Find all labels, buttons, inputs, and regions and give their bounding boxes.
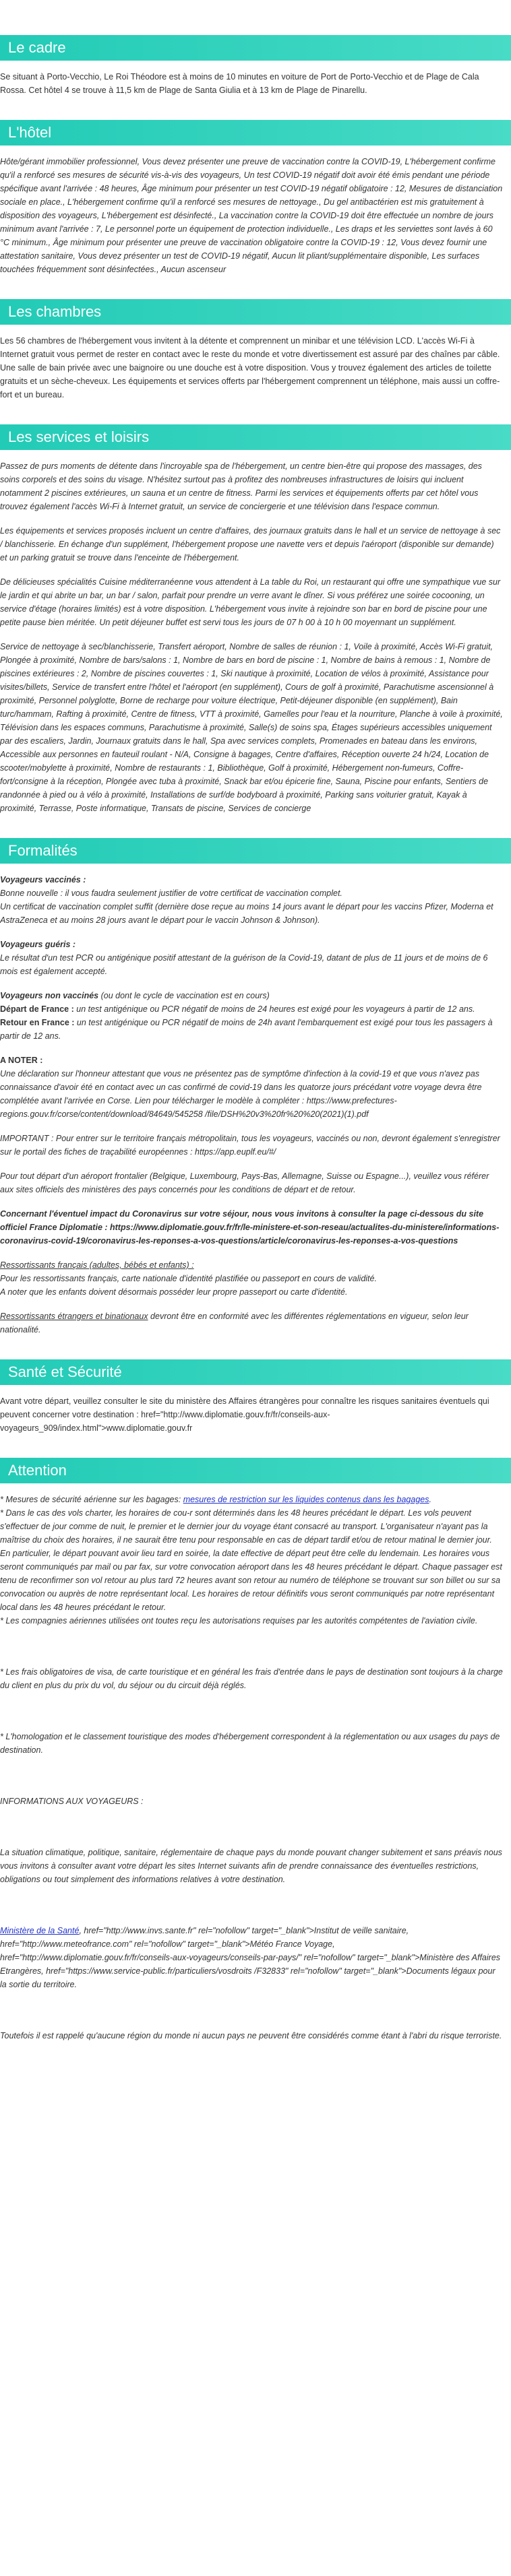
outside-airport-text: Pour tout départ d'un aéroport frontalier (Belgique, Luxembourg, Pays-Bas, Allemagne, Suisse ou Espagne...), veuillez vous référer aux sites officiels des ministères des pays concernés pour les conditions de départ et de retour.: [0, 1171, 489, 1194]
attention-paragraph-3: * L'homologation et le classement touristique des modes d'hébergement correspondent à la réglementation ou aux usages du pays de destination.: [0, 1732, 500, 1755]
attention-paragraph-1: [0, 1493, 503, 1628]
liquids-restriction-link[interactable]: mesures de restriction sur les liquides contenus dans les bagages: [183, 1495, 429, 1504]
hotel-text: [0, 155, 511, 276]
hotel-paragraph: Hôte/gérant immobilier professionnel, Vous devez présenter une preuve de vaccination contre la COVID-19, L'hébergement confirme qu'il a renforcé ses mesures de sécurité vis-à-vis des voyageurs, Un test COVID-19 négatif doit avoir été émis pendant une période spécifique avant l'arrivée : 48 heures, Âge minimum pour présenter un test COVID-19 négatif obligatoire : 12, Mesures de distanciation sociale en place., L'hébergement confirme qu'il a renforcé ses mesures de nettoyage., Du gel antibactérien est mis gratuitement à disposition des voyageurs, L'hébergement est désinfecté., La vaccination contre la COVID-19 doit être effectuée un nombre de jours minimum avant l'arrivée : 7, Le personnel porte un équipement de protection individuelle., Les draps et les serviettes sont lavés à 60 °C minimum., Âge minimum pour présenter une preuve de vaccination obligatoire contre la COVID-19 : 12, Vous devez fournir une attestation sanitaire, Vous devez présenter un test de COVID-19 négatif, Aucun lit pliant/supplémentaire disponible, Les surfaces touchées fréquemment sont désinfectées., Aucun ascenseur: [0, 157, 503, 274]
services-paragraph-4: Service de nettoyage à sec/blanchisserie, Transfert aéroport, Nombre de salles de réunion : 1, Voile à proximité, Accès Wi-Fi gratuit, Plongée à proximité, Nombre de bars/salons : 1, Nombre de bars en bord de piscine : 1, Nombre de bains à remous : 1, Nombre de piscines extérieures : 2, Nombre de piscines couvertes : 1, Ski nautique à proximité, Location de vélos à proximité, Assistance pour visites/billets, Service de transfert entre l'hôtel et l'aéroport (en supplément), Cours de golf à proximité, Parachutisme ascensionnel à proximité, Personnel polyglotte, Borne de recharge pour voiture électrique, Petit-déjeuner disponible (en supplément), Bain turc/hammam, Rafting à proximité, Centre de fitness, VTT à proximité, Gamelles pour l'eau et la nourriture, Planche à voile à proximité, Télévision dans les espaces communs, Parachutisme à proximité, Salle(s) de soins spa, Étages supérieurs accessibles uniquement par des escaliers, Jardin, Journaux gratuits dans le hall, Spa avec services complets, Promenades en bateau dans les environs, Accessible aux personnes en fauteuil roulant - N/A, Consigne à bagages, Centre d'affaires, Réception ouverte 24 h/24, Location de scooter/mobylette à proximité, Nombre de restaurants : 1, Bibliothèque, Golf à proximité, Hébergement non-fumeurs, Coffre-fort/consigne à la réception, Plongée avec tuba à proximité, Snack bar et/ou épicerie fine, Sauna, Piscine pour enfants, Sentiers de randonnée à pied ou à vélo à proximité, Installations de surf/de bodyboard à proximité, Parking sans voiturier gratuit, Kayak à proximité, Terrasse, Poste informatique, Transats de piscine, Services de concierge: [0, 642, 503, 813]
cured-block: [0, 938, 503, 978]
retour-label: Retour en France :: [0, 1018, 75, 1027]
security-prefix: * Mesures de sécurité aérienne sur les bagages:: [0, 1495, 183, 1504]
spacer: [0, 1768, 503, 1795]
cured-title: Voyageurs guéris :: [0, 940, 76, 949]
depart-label: Départ de France :: [0, 1004, 74, 1014]
cadre-paragraph: Se situant à Porto-Vecchio, Le Roi Théodore est à moins de 10 minutes en voiture de Port de Porto-Vecchio et de Plage de Cala Rossa. Cet hôtel 4 se trouve à 11,5 km de Plage de Santa Giulia et à 13 km de Plage de Pinarellu.: [0, 72, 479, 95]
info-title: INFORMATIONS AUX VOYAGEURS :: [0, 1797, 144, 1806]
foreign-nationals-block: [0, 1310, 503, 1337]
charter-flights-text: * Dans le cas des vols charter, les horaires de cou-r sont déterminés dans les 48 heures précédant le départ. Les vols peuvent s'effectuer de jour comme de nuit, le premier et le dernier jour du voyage étant consacré au transport. L'organisateur n'ayant pas la maîtrise du choix des horaires, il ne saurait être tenu pour responsable en cas de départ tardif et/ou de retour matinal le dernier jour. En particulier, le départ pouvant avoir lieu tard en soirée, la date effective de départ peut être celle du lendemain. Les horaires vous seront communiqués par mail ou par fax, sur votre convocation aéroport dans les 48 heures précédant le départ. Chaque passager est tenu de reconfirmer son vol retour au plus tard 72 heures avant son retour au numéro de téléphone se trouvant sur son billet ou sur sa convocation ou auprès de notre représentant local. Les horaires de retour définitifs vous seront communiqués par notre représentant local dans les 48 heures précédant le retour.: [0, 1508, 502, 1612]
links-block: [0, 1924, 503, 1991]
spacer: [0, 2002, 503, 2029]
spacer: [0, 1897, 503, 1924]
spacer: [0, 1638, 503, 1665]
section-title-sante: Santé et Sécurité: [0, 1359, 511, 1385]
services-text: [0, 459, 511, 815]
cadre-text: [0, 70, 511, 97]
vaccinated-line-2: Un certificat de vaccination complet suffit (dernière dose reçue au moins 14 jours avant le départ pour les vaccins Pfizer, Moderna et AstraZeneca et au moins 28 jours avant le départ pour le vaccin Johnson & Johnson).: [0, 902, 493, 925]
vaccinated-title: Voyageurs vaccinés :: [0, 875, 86, 884]
section-title-formalites: Formalités: [0, 838, 511, 864]
services-paragraph-2: Les équipements et services proposés incluent un centre d'affaires, des journaux gratuits dans le hall et un service de nettoyage à sec / blanchisserie. En échange d'un supplément, l'hébergement propose une navette vers et depuis l'aéroport (disponible sur demande) et un parking gratuit se trouve dans l'enceinte de l'hébergement.: [0, 526, 501, 562]
links-text: , href="http://www.invs.sante.fr" rel="nofollow" target="_blank">Institut de veille sanitaire, href="http://www.meteofrance.com" rel="nofollow" target="_blank">Météo France Voyage, href="http://www.diplomatie.gouv.fr/fr/conseils-aux-voyageurs/conseils-par-pays/" rel="nofollow" target="_blank">Ministère des Affaires Etrangères, href="https://www.service-public.fr/particuliers/vosdroits /F32833" rel="nofollow" target="_blank">Documents légaux pour la sortie du territoire.: [0, 1926, 501, 1989]
spacer: [0, 1819, 503, 1846]
airlines-text: * Les compagnies aériennes utilisées ont toutes reçu les autorisations requises par les autorités compétentes de l'aviation civile.: [0, 1616, 478, 1625]
french-nationals-line-2: A noter que les enfants doivent désormais posséder leur propre passeport ou carte d'identité.: [0, 1287, 348, 1297]
unvaccinated-block: [0, 989, 503, 1043]
retour-text: un test antigénique ou PCR négatif de moins de 24h avant l'embarquement est exigé pour tous les passagers à partir de 12 ans.: [0, 1018, 493, 1041]
formalites-text: [0, 873, 511, 1337]
security-suffix: .: [429, 1495, 431, 1504]
french-nationals-title: Ressortissants français (adultes, bébés et enfants) :: [0, 1260, 194, 1270]
french-nationals-line-1: Pour les ressortissants français, carte nationale d'identité plastifiée ou passeport en cours de validité.: [0, 1274, 377, 1283]
note-text: Une déclaration sur l'honneur attestant que vous ne présentez pas de symptôme d'infection à la covid-19 et que vous n'avez pas connaissance d'avoir été en contact avec un cas confirmé de covid-19 dans les quatorze jours précédant votre voyage devra être complétée avant l'arrivée en Corse. Lien pour télécharger le modèle à compléter : https://www.prefectures-regions.gouv.fr/corse/content/download/84649/545258 /file/DSH%20v3%20fr%20%20(2021)(1).pdf: [0, 1069, 482, 1119]
section-title-cadre: Le cadre: [0, 35, 511, 61]
spacer: [0, 1703, 503, 1730]
vaccinated-block: [0, 873, 503, 927]
chambres-paragraph: Les 56 chambres de l'hébergement vous invitent à la détente et comprennent un minibar et une télévision LCD. L'accès Wi-Fi à Internet gratuit vous permet de rester en contact avec le reste du monde et votre divertissement est assuré par des chaînes par câble. Une salle de bain privée avec une baignoire ou une douche est à votre disposition. Vous y trouvez également des articles de toilette gratuits et un sèche-cheveux. Les équipements et services offerts par l'hébergement comprennent un téléphone, mais aussi un coffre-fort et un bureau.: [0, 336, 500, 399]
vaccinated-line-1: Bonne nouvelle : il vous faudra seulement justifier de votre certificat de vaccination complet.: [0, 889, 342, 898]
unvaccinated-note: (ou dont le cycle de vaccination est en cours): [98, 991, 270, 1000]
section-title-services: Les services et loisirs: [0, 424, 511, 450]
attention-text: [0, 1493, 511, 2042]
section-title-chambres: Les chambres: [0, 299, 511, 325]
note-block: [0, 1054, 503, 1121]
sante-text: [0, 1394, 511, 1435]
unvaccinated-title: Voyageurs non vaccinés: [0, 991, 99, 1000]
services-paragraph-3: De délicieuses spécialités Cuisine méditerranéenne vous attendent à La table du Roi, un restaurant qui offre une sympathique vue sur le jardin et qui abrite un bar, un bar / salon, parfait pour prendre un verre avant le dîner. Si vous préférez une soirée cocooning, un service d'étage (horaires limités) est à votre disposition. L'hébergement vous invite à rejoindre son bar en bord de piscine pour une petite pause bien méritée. Un petit déjeuner buffet est servi tous les jours de 07 h 00 à 10 h 00 moyennant un supplément.: [0, 577, 501, 627]
foreign-nationals-title: Ressortissants étrangers et binationaux: [0, 1312, 148, 1321]
french-nationals-block: [0, 1258, 503, 1299]
foreign-nationals-text: devront être en conformité avec les différentes réglementations en vigueur, selon leur nationalité.: [0, 1312, 469, 1334]
note-title: A NOTER :: [0, 1056, 43, 1065]
terrorism-risk-text: Toutefois il est rappelé qu'aucune région du monde ni aucun pays ne peuvent être considérés comme étant à l'abri du risque terroriste.: [0, 2031, 502, 2040]
section-title-hotel: L'hôtel: [0, 120, 511, 146]
info-text: La situation climatique, politique, sanitaire, réglementaire de chaque pays du monde pouvant changer subitement et sans préavis nous vous invitons à consulter avant votre départ les sites Internet suivants afin de prendre connaissance des éventuelles restrictions, obligations ou tout simplement des informations relatives à votre destination.: [0, 1848, 502, 1884]
chambres-text: [0, 334, 511, 401]
sante-paragraph: Avant votre départ, veuillez consulter le site du ministère des Affaires étrangères pour connaître les risques sanitaires éventuels qui peuvent concerner votre destination : href="http://www.diplomatie.gouv.fr/fr/conseils-aux-voyageurs_909/index.html">www.diplomatie.gouv.fr: [0, 1396, 489, 1433]
health-ministry-link[interactable]: Ministère de la Santé: [0, 1926, 80, 1935]
attention-paragraph-2: * Les frais obligatoires de visa, de carte touristique et en général les frais d'entrée dans le pays de destination sont toujours à la charge du client en plus du prix du vol, du séjour ou du circuit déjà réglés.: [0, 1667, 503, 1690]
important-text: IMPORTANT : Pour entrer sur le territoire français métropolitain, tous les voyageurs, vaccinés ou non, devront également s'enregistrer sur le portail des fiches de traçabilité européennes : https://app.euplf.eu/#/: [0, 1134, 500, 1157]
services-paragraph-1: Passez de purs moments de détente dans l'incroyable spa de l'hébergement, un centre bien-être qui propose des massages, des soins corporels et des soins du visage. N'hésitez surtout pas à profitez des nombreuses infrastructures de loisirs qui incluent notamment 2 piscines extérieures, un sauna et un centre de fitness. Parmi les services et équipements offerts par cet hôtel vous trouvez également l'accès Wi-Fi à Internet gratuit, un service de conciergerie et une télévision dans l'espace commun.: [0, 461, 482, 511]
cured-text: Le résultat d'un test PCR ou antigénique positif attestant de la guérison de la Covid-19, datant de plus de 11 jours et de moins de 6 mois est également accepté.: [0, 953, 488, 976]
coronavirus-concern-text[interactable]: Concernant l'éventuel impact du Coronavirus sur votre séjour, nous vous invitons à consulter la page ci-dessous du site officiel France Diplomatie : https://www.diplomatie.gouv.fr/fr/le-ministere-et-son-reseau/actualites-du-ministere/informations-coronavirus-covid-19/coronavirus-les-reponses-a-vos-questions/article/coronavirus-les-reponses-a-vos-questions: [0, 1209, 500, 1246]
section-title-attention: Attention: [0, 1458, 511, 1483]
depart-text: un test antigénique ou PCR négatif de moins de 24 heures est exigé pour les voyageurs à partir de 12 ans.: [73, 1004, 475, 1014]
